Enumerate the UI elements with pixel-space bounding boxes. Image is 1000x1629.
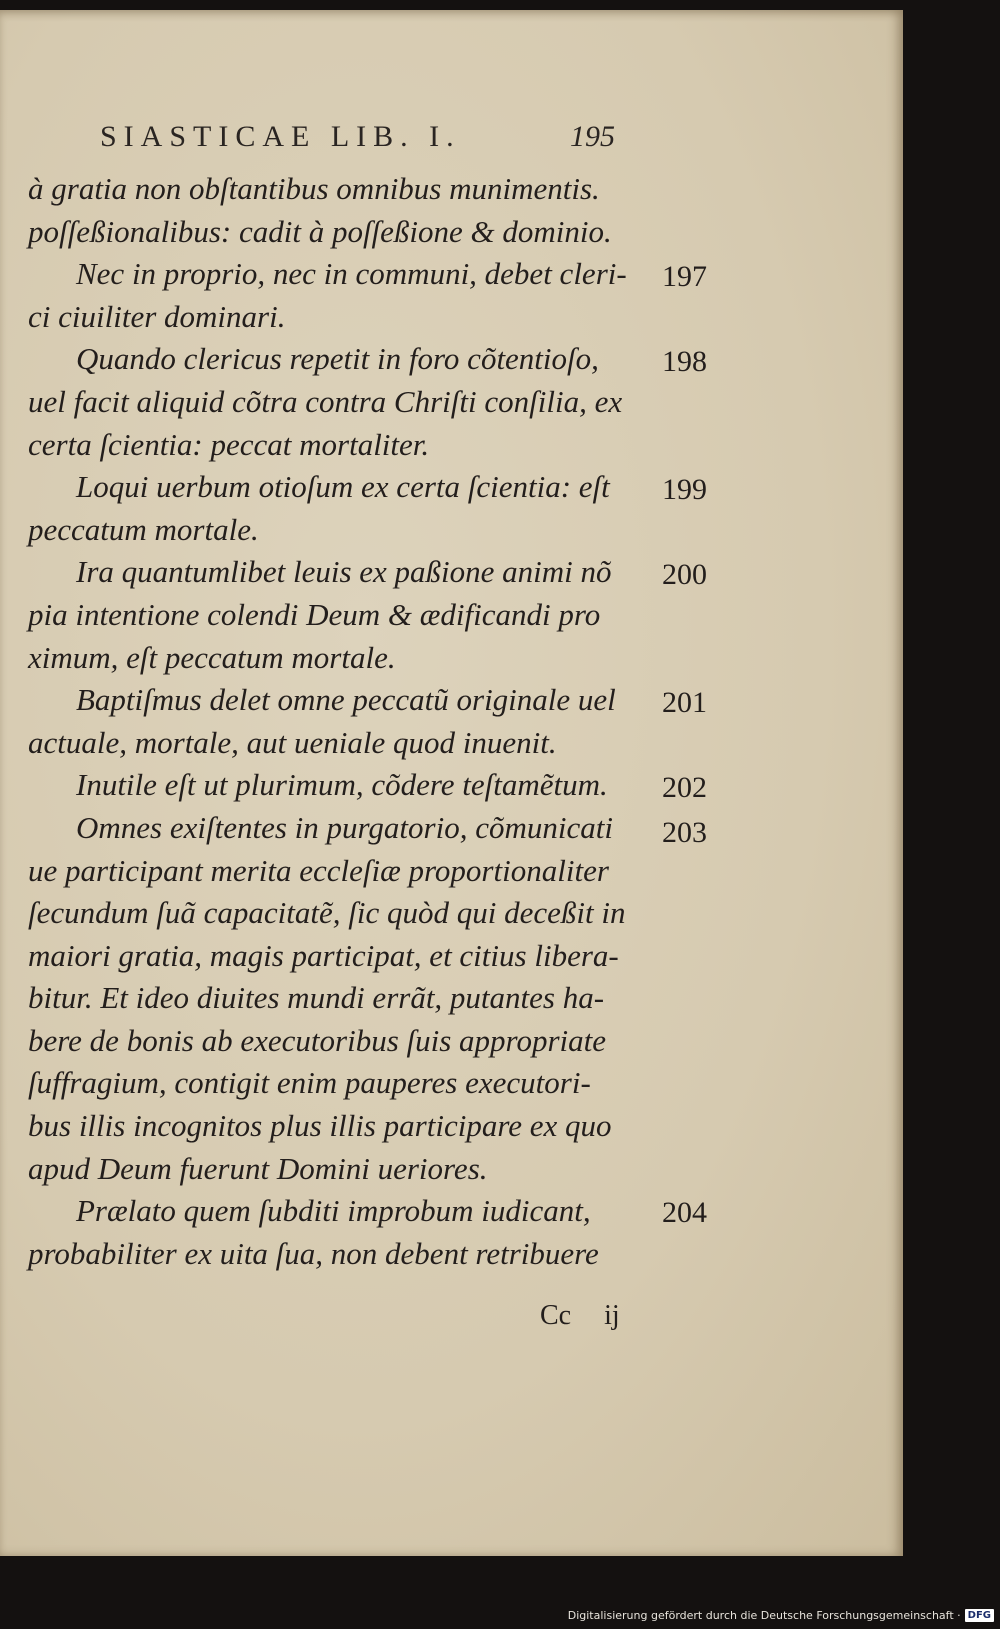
running-header: [100, 120, 660, 164]
page-number: 195: [570, 120, 615, 153]
text-line: pia intentione colendi Deum & ædificandi pro: [28, 596, 601, 632]
text-line: Nec in proprio, nec in communi, debet cleri-: [76, 256, 627, 292]
digitization-credit: [568, 1607, 994, 1623]
text-line: certa ſcientia: peccat mortaliter.: [28, 426, 430, 462]
text-line: Inutile eſt ut plurimum, cõdere teſtamẽtum.: [76, 767, 608, 803]
text-line: maiori gratia, magis participat, et citius libera-: [28, 937, 619, 973]
margin-number-200: 200: [662, 558, 707, 591]
text-line: Quando clericus repetit in foro cõtentioſo,: [76, 341, 599, 377]
text-line: ue participant merita eccleſiæ proportionaliter: [28, 852, 609, 888]
text-line: uel facit aliquid cõtra contra Chriſti conſilia, ex: [28, 383, 623, 419]
margin-number-198: 198: [662, 345, 707, 378]
text-line: bitur. Et ideo diuites mundi errãt, putantes ha-: [28, 980, 605, 1016]
text-line: poſſeßionalibus: cadit à poſſeßione & dominio.: [28, 213, 612, 249]
text-line: bere de bonis ab executoribus ſuis appropriate: [28, 1022, 607, 1058]
body-text: [28, 168, 688, 1275]
book-page: [0, 10, 903, 1556]
text-line: apud Deum fuerunt Domini ueriores.: [28, 1150, 488, 1186]
running-title: SIASTICAE LIB. I.: [100, 120, 461, 153]
text-line: ximum, eſt peccatum mortale.: [28, 639, 396, 675]
signature-number: ij: [604, 1300, 620, 1331]
text-line: ci ciuiliter dominari.: [28, 298, 286, 334]
text-line: bus illis incognitos plus illis participare ex quo: [28, 1108, 612, 1144]
text-line: à gratia non obſtantibus omnibus munimentis.: [28, 171, 600, 206]
text-line: Ira quantumlibet leuis ex paßione animi nõ: [76, 554, 612, 590]
signature-letters: Cc: [540, 1300, 572, 1331]
text-line: Baptiſmus delet omne peccatũ originale uel: [76, 682, 616, 718]
text-line: Omnes exiſtentes in purgatorio, cõmunicati: [76, 809, 613, 845]
margin-number-197: 197: [662, 260, 707, 293]
text-line: probabiliter ex uita ſua, non debent retribuere: [28, 1235, 599, 1271]
margin-number-202: 202: [662, 771, 707, 804]
text-line: peccatum mortale.: [28, 511, 259, 547]
margin-number-199: 199: [662, 473, 707, 506]
margin-number-201: 201: [662, 686, 707, 719]
text-line: actuale, mortale, aut ueniale quod inuenit.: [28, 724, 557, 760]
dfg-logo-icon: DFG: [965, 1609, 994, 1622]
credit-text: Digitalisierung gefördert durch die Deutsche Forschungsgemeinschaft ·: [567, 1608, 961, 1622]
text-line: ſuffragium, contigit enim pauperes executori-: [28, 1065, 591, 1101]
text-line: ſecundum ſuã capacitatẽ, ſic quòd qui deceßit in: [28, 895, 626, 931]
text-line: Prælato quem ſubditi improbum iudicant,: [76, 1193, 591, 1229]
text-line: Loqui uerbum otioſum ex certa ſcientia: eſt: [76, 469, 610, 505]
margin-number-203: 203: [662, 816, 707, 849]
signature-mark: [540, 1300, 740, 1340]
margin-number-204: 204: [662, 1196, 707, 1229]
